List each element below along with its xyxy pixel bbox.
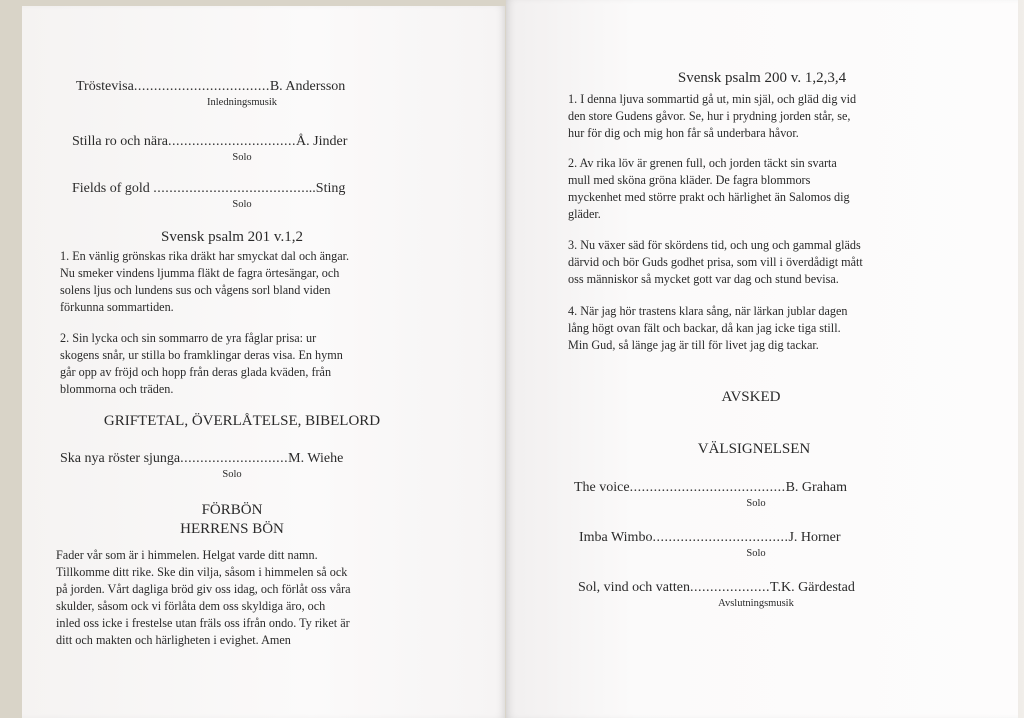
entry-note: Solo bbox=[232, 152, 252, 163]
herrens-bon-heading: HERRENS BÖN bbox=[180, 521, 284, 537]
forbon-heading: FÖRBÖN bbox=[201, 502, 263, 518]
entry-title: Tröstevisa bbox=[76, 79, 134, 94]
entry-performer: J. Horner bbox=[788, 530, 841, 545]
verse-line: därvid och bör Guds godhet prisa, som vill i överdådigt mått bbox=[568, 255, 863, 269]
leader-dots: ...................................... bbox=[153, 181, 306, 196]
avsked-heading: AVSKED bbox=[721, 389, 781, 405]
entry-note: Solo bbox=[232, 199, 252, 210]
verse-line: Nu smeker vindens ljumma fläkt de fagra örtesängar, och bbox=[60, 266, 340, 280]
entry-title: Sol, vind och vatten bbox=[578, 580, 690, 595]
entry-performer: B. Andersson bbox=[269, 79, 346, 94]
entry-performer: B. Graham bbox=[785, 480, 848, 495]
prayer-line: skulder, såsom ock vi förlåta dem oss skyldiga äro, och bbox=[56, 599, 326, 613]
verse-line: 4. När jag hör trastens klara sång, när lärkan jublar dagen bbox=[568, 304, 848, 318]
prayer-line: ditt och makten och härligheten i evighet. Amen bbox=[56, 633, 291, 647]
verse-line: skogens snår, ur stilla bo framklingar deras visa. En hymn bbox=[60, 348, 343, 362]
psalm-201-title: Svensk psalm 201 v.1,2 bbox=[161, 229, 303, 245]
entry-title: Imba Wimbo bbox=[579, 530, 653, 545]
left-page bbox=[22, 6, 505, 718]
entry-sol-vind-och-vatten bbox=[578, 580, 855, 596]
leader-dots: ........................... bbox=[180, 451, 289, 466]
entry-note: Solo bbox=[222, 469, 242, 480]
entry-trostevisa bbox=[76, 79, 345, 95]
verse-line: oss människor så mycket gott var dag och stund bevisa. bbox=[568, 272, 839, 286]
psalm-200-title: Svensk psalm 200 v. 1,2,3,4 bbox=[677, 70, 847, 86]
leader-dots: .................................. bbox=[652, 530, 789, 545]
entry-note: Solo bbox=[746, 498, 766, 509]
leader-dots: .................... bbox=[690, 580, 770, 595]
entry-stilla-ro bbox=[72, 134, 347, 150]
entry-note: Solo bbox=[746, 548, 766, 559]
psalm-201-verse-2 bbox=[60, 330, 343, 398]
entry-performer: M. Wiehe bbox=[288, 451, 344, 466]
prayer-line: Fader vår som är i himmelen. Helgat varde ditt namn. bbox=[56, 548, 318, 562]
lords-prayer-text bbox=[56, 547, 351, 649]
entry-performer: Å. Jinder bbox=[296, 134, 348, 149]
entry-the-voice bbox=[574, 480, 847, 496]
psalm-200-verse-3 bbox=[568, 237, 863, 288]
verse-line: hur för dig och mig hon får så underbara håvor. bbox=[568, 126, 799, 140]
verse-line: lång högt ovan fält och backar, då kan jag icke tiga still. bbox=[568, 321, 841, 335]
verse-line: solens ljus och lundens sus och vågens sorl bland viden bbox=[60, 283, 331, 297]
entry-title: Stilla ro och nära bbox=[72, 134, 169, 149]
entry-fields-of-gold bbox=[72, 181, 345, 197]
entry-imba-wimbo bbox=[579, 530, 841, 546]
entry-performer: T.K. Gärdestad bbox=[770, 580, 855, 595]
verse-line: myckenhet med större prakt och härlighet än Salomos dig bbox=[568, 190, 850, 204]
psalm-200-verse-1 bbox=[568, 91, 856, 142]
right-page bbox=[506, 0, 1018, 718]
verse-line: 3. Nu växer säd för skördens tid, och ung och gammal gläds bbox=[568, 238, 861, 252]
section-heading-griftetal: GRIFTETAL, ÖVERLÅTELSE, BIBELORD bbox=[103, 413, 381, 429]
verse-line: 1. I denna ljuva sommartid gå ut, min själ, och gläd dig vid bbox=[568, 92, 857, 106]
prayer-line: Tillkomme ditt rike. Ske din vilja, såsom i himmelen så ock bbox=[56, 565, 348, 579]
leader-dots: .................................. bbox=[133, 79, 270, 94]
verse-line: 2. Sin lycka och sin sommarro de yra fåglar prisa: ur bbox=[60, 331, 317, 345]
leader-dots: ................................ bbox=[168, 134, 297, 149]
valsignelsen-heading: VÄLSIGNELSEN bbox=[697, 441, 811, 457]
psalm-201-verse-1 bbox=[60, 248, 349, 316]
verse-line: gläder. bbox=[568, 207, 601, 221]
entry-note: Inledningsmusik bbox=[207, 97, 277, 108]
verse-line: mull med sköna gröna kläder. De fagra blommors bbox=[568, 173, 811, 187]
entry-performer: ...Sting bbox=[305, 181, 346, 196]
psalm-200-verse-2 bbox=[568, 155, 850, 223]
verse-line: blommorna och träden. bbox=[60, 382, 174, 396]
verse-line: går opp av fröjd och hopp från deras glada kväden, från bbox=[60, 365, 332, 379]
entry-title: The voice bbox=[574, 480, 630, 495]
entry-title: Ska nya röster sjunga bbox=[60, 451, 181, 466]
entry-ska-nya-roster bbox=[60, 451, 343, 467]
entry-note: Avslutningsmusik bbox=[718, 598, 794, 609]
verse-line: Min Gud, så länge jag är till för livet jag dig tackar. bbox=[568, 338, 819, 352]
verse-line: den store Gudens gåvor. Se, hur i prydning jorden står, se, bbox=[568, 109, 851, 123]
prayer-line: inled oss icke i frestelse utan fräls oss ifrån ondo. Ty riket är bbox=[56, 616, 350, 630]
entry-title: Fields of gold bbox=[72, 181, 150, 196]
verse-line: 2. Av rika löv är grenen full, och jorden täckt sin svarta bbox=[568, 156, 837, 170]
verse-line: förkunna sommartiden. bbox=[60, 300, 174, 314]
verse-line: 1. En vänlig grönskas rika dräkt har smyckat dal och ängar. bbox=[60, 249, 350, 263]
psalm-200-verse-4 bbox=[568, 303, 848, 354]
leader-dots: ....................................... bbox=[629, 480, 786, 495]
prayer-line: på jorden. Vårt dagliga bröd giv oss idag, och förlåt oss våra bbox=[56, 582, 351, 596]
